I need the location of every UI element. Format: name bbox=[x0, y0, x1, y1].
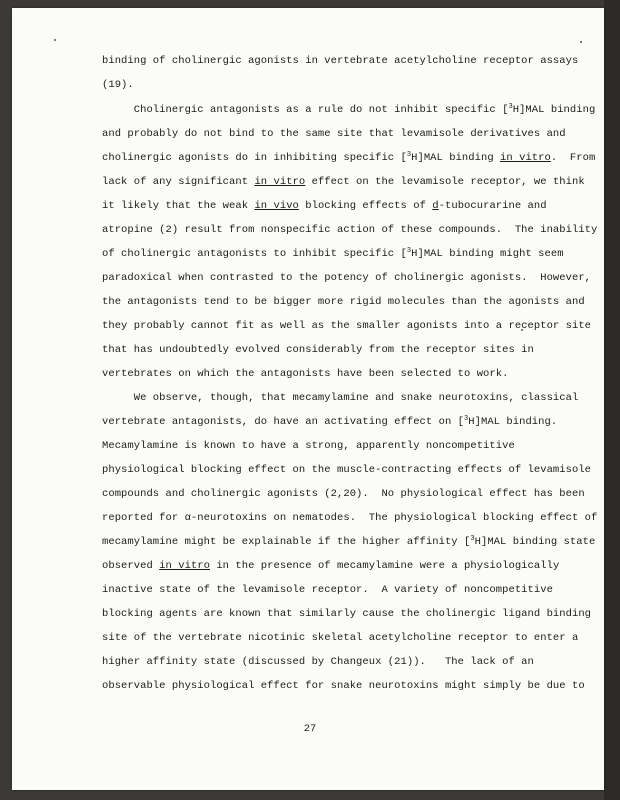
text-line: paradoxical when contrasted to the potency of cholinergic agonists. However, bbox=[102, 272, 592, 284]
text-line: We observe, though, that mecamylamine and snake neurotoxins, classical bbox=[102, 392, 579, 404]
text-line: binding of cholinergic agonists in vertebrate acetylcholine receptor assays bbox=[102, 55, 579, 67]
text-line bbox=[102, 176, 585, 188]
underlined-term: in vitro bbox=[500, 152, 551, 164]
text-line: reported for α-neurotoxins on nematodes. The physiological blocking effect of bbox=[102, 512, 598, 524]
text-line bbox=[102, 416, 557, 428]
text-line: and probably do not bind to the same site that levamisole derivatives and bbox=[102, 128, 566, 140]
scan-border bbox=[604, 0, 620, 800]
text-segment: H]MAL binding state bbox=[474, 536, 596, 548]
text-segment: Cholinergic antagonists as a rule do not inhibit specific [ bbox=[102, 104, 509, 116]
speck-mark bbox=[54, 39, 56, 41]
text-segment: -tubocurarine and bbox=[438, 200, 547, 212]
text-segment: lack of any significant bbox=[102, 176, 255, 188]
text-line: higher affinity state (discussed by Changeux (21)). The lack of an bbox=[102, 656, 534, 668]
text-line bbox=[102, 536, 595, 548]
text-line: compounds and cholinergic agonists (2,20). No physiological effect has been bbox=[102, 488, 585, 500]
superscript: 3 bbox=[508, 103, 513, 111]
underlined-term: d bbox=[432, 200, 439, 212]
text-segment: cholinergic agonists do in inhibiting specific [ bbox=[102, 152, 407, 164]
text-segment: H]MAL binding. bbox=[468, 416, 558, 428]
text-line: atropine (2) result from nonspecific action of these compounds. The inability bbox=[102, 224, 598, 236]
underlined-term: in vitro bbox=[254, 176, 306, 188]
text-line: they probably cannot fit as well as the smaller agonists into a receptor site bbox=[102, 320, 592, 332]
text-line: inactive state of the levamisole receptor. A variety of noncompetitive bbox=[102, 584, 553, 596]
text-segment: of cholinergic antagonists to inhibit specific [ bbox=[102, 248, 407, 260]
superscript: 3 bbox=[464, 415, 469, 423]
text-line bbox=[102, 200, 547, 212]
underlined-term: in vivo bbox=[254, 200, 299, 212]
text-segment: blocking effects of bbox=[298, 200, 433, 212]
text-segment: mecamylamine might be explainable if the higher affinity [ bbox=[102, 536, 471, 548]
superscript: 3 bbox=[470, 535, 475, 543]
text-line bbox=[102, 248, 564, 260]
superscript: 3 bbox=[406, 247, 412, 255]
text-line: vertebrates on which the antagonists have been selected to work. bbox=[102, 368, 509, 380]
text-line: Mecamylamine is known to have a strong, apparently noncompetitive bbox=[102, 440, 515, 452]
text-segment: observed bbox=[102, 560, 160, 572]
text-line: blocking agents are known that similarly cause the cholinergic ligand binding bbox=[102, 608, 592, 620]
text-line: physiological blocking effect on the muscle-contracting effects of levamisole bbox=[102, 464, 592, 476]
underlined-term: in vitro bbox=[159, 560, 210, 572]
text-segment: vertebrate antagonists, do have an activating effect on [ bbox=[102, 416, 465, 428]
text-line bbox=[102, 152, 595, 164]
text-line: observable physiological effect for snake neurotoxins might simply be due to bbox=[102, 680, 585, 692]
text-segment: it likely that the weak bbox=[102, 200, 255, 212]
text-segment: in the presence of mecamylamine were a physiologically bbox=[209, 560, 560, 572]
speck-mark bbox=[580, 41, 582, 43]
text-segment: H]MAL binding bbox=[512, 104, 596, 116]
text-segment: . From bbox=[550, 152, 596, 164]
text-segment: effect on the levamisole receptor, we think bbox=[305, 176, 585, 188]
text-line: (19). bbox=[102, 79, 134, 91]
text-segment: H]MAL binding might seem bbox=[411, 248, 564, 260]
text-segment: H]MAL binding bbox=[411, 152, 501, 164]
text-line: site of the vertebrate nicotinic skeletal acetylcholine receptor to enter a bbox=[102, 632, 579, 644]
text-line bbox=[102, 104, 595, 116]
page-number: 27 bbox=[303, 723, 317, 735]
superscript: 3 bbox=[406, 151, 412, 159]
text-line: the antagonists tend to be bigger more rigid molecules than the agonists and bbox=[102, 296, 585, 308]
text-line: that has undoubtedly evolved considerably from the receptor sites in bbox=[102, 344, 534, 356]
text-line bbox=[102, 560, 559, 572]
